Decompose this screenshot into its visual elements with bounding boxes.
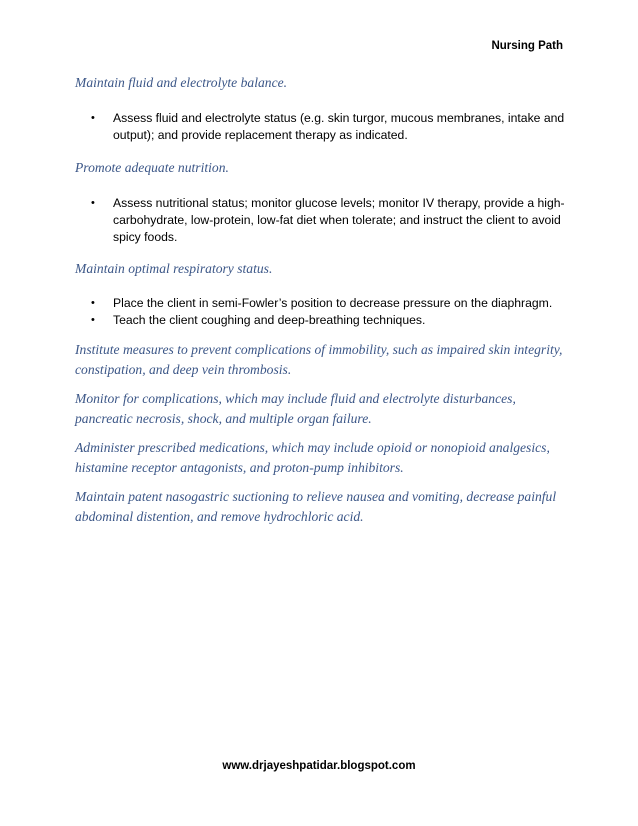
- italic-paragraph: Monitor for complications, which may include fluid and electrolyte disturbances, pancreatic necrosis, shock, and multiple organ failure.: [75, 391, 516, 426]
- list-item-text: Assess nutritional status; monitor glucose levels; monitor IV therapy, provide a high-carbohydrate, low-protein, low-fat diet when tolerate; and instruct the client to avoid spicy foods.: [113, 196, 565, 244]
- bullet-icon: •: [91, 197, 95, 209]
- bullet-icon: •: [91, 314, 95, 326]
- italic-paragraph: Administer prescribed medications, which may include opioid or nonopioid analgesics, histamine receptor antagonists, and proton-pump inhibitors.: [75, 440, 550, 475]
- italic-paragraph: Maintain patent nasogastric suctioning to relieve nausea and vomiting, decrease painful abdominal distention, and remove hydrochloric acid.: [75, 489, 557, 524]
- list-item-text: Assess fluid and electrolyte status (e.g. skin turgor, mucous membranes, intake and output); and provide replacement therapy as indicated.: [113, 111, 565, 142]
- bullet-list: [75, 195, 570, 246]
- footer-url: www.drjayeshpatidar.blogspot.com: [222, 760, 416, 772]
- bullet-list: [75, 295, 570, 329]
- list-item: [75, 295, 570, 312]
- running-header: Nursing Path: [491, 40, 563, 52]
- bullet-list: [75, 110, 570, 144]
- bullet-icon: •: [91, 112, 95, 124]
- list-item-text: Teach the client coughing and deep-breathing techniques.: [113, 313, 426, 327]
- section-heading: Maintain fluid and electrolyte balance.: [75, 75, 288, 90]
- document-body: [75, 74, 570, 527]
- list-item: [75, 195, 570, 246]
- section-heading: Maintain optimal respiratory status.: [75, 261, 273, 276]
- list-item: [75, 312, 570, 329]
- italic-paragraph: Institute measures to prevent complications of immobility, such as impaired skin integrity, constipation, and deep vein thrombosis.: [75, 342, 563, 377]
- bullet-icon: •: [91, 297, 95, 309]
- list-item-text: Place the client in semi-Fowler’s position to decrease pressure on the diaphragm.: [113, 296, 553, 310]
- list-item: [75, 110, 570, 144]
- section-heading: Promote adequate nutrition.: [75, 160, 229, 175]
